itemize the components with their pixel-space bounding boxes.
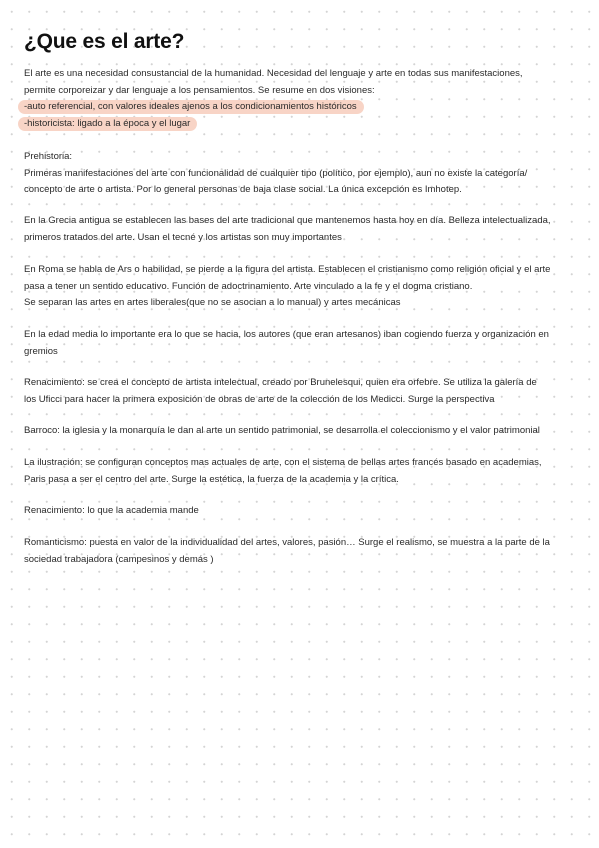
- highlighted-line: [24, 99, 580, 116]
- paragraph-line: En la edad media lo importante era lo que se hacia, los autores (que eran artesanos) iban cogiendo fuerza y organización en: [24, 329, 549, 340]
- paragraph-line: Renacimiento: se crea el concepto de artista intelectual, creado por Brunelesqui, quien era orfebre. Se utiliza la galería de: [24, 377, 537, 388]
- section-renacimiento: [24, 375, 580, 408]
- section-edad-media: [24, 327, 580, 360]
- section-heading: Prehistoria:: [24, 151, 73, 162]
- paragraph-line: gremios: [24, 345, 58, 357]
- paragraph-line: Paris pasa a ser el centro del arte. Surge la estética, la fuerza de la academia y la crítica.: [24, 473, 399, 485]
- highlight-marker: -historicista: ligado a la época y el lugar: [18, 117, 197, 131]
- highlighted-line: [24, 116, 580, 133]
- section-grecia: [24, 213, 580, 246]
- section-romanticismo: [24, 535, 580, 568]
- paragraph-line: En Roma se habla de Ars o habilidad, se pierde a la figura del artista. Establecen el cristianismo como religión oficial y el arte: [24, 264, 551, 275]
- paragraph-line: primeros tratados del arte. Usan el tecné y los artistas son muy importantes: [24, 231, 342, 243]
- paragraph-line: Barroco: la iglesia y la monarquía le dan al arte un sentido patrimonial, se desarrolla el coleccionismo y el valor patrimonial: [24, 425, 540, 436]
- paragraph-line: Primeras manifestaciones del arte con funcionalidad de cualquier tipo (político, por ejemplo), aun no existe la categoría/: [24, 167, 528, 179]
- section-barroco: [24, 423, 580, 440]
- section-renacimiento-2: [24, 503, 580, 520]
- highlight-marker: -auto referencial, con valores ideales ajenos a los condicionamientos históricos: [18, 100, 364, 114]
- paragraph-line: Romanticismo: puesta en valor de la individualidad del artes, valores, pasión… Surge el realismo, se muestra a la parte de la: [24, 537, 550, 548]
- paragraph-line: Renacimiento: lo que la academia mande: [24, 505, 199, 516]
- section-prehistoria: [24, 149, 580, 199]
- paragraph-line: los Uficci para hacer la primera exposición de obras de arte de la colección de los Medicci. Surge la perspectiva: [24, 393, 495, 405]
- section-roma: [24, 262, 580, 312]
- page-title: ¿Que es el arte?: [24, 30, 185, 53]
- paragraph-line: El arte es una necesidad consustancial de la humanidad. Necesidad del lenguaje y arte en todas sus manifestaciones,: [24, 68, 523, 79]
- intro-paragraph: [24, 66, 580, 132]
- paragraph-line: Se separan las artes en artes liberales(que no se asocian a lo manual) y artes mecánicas: [24, 297, 401, 308]
- paragraph-line: pasa a tener un sentido educativo. Función de adoctrinamiento. Arte vinculado a la fe y el dogma cristiano.: [24, 280, 473, 292]
- paragraph-line: permite corporeizar y dar lenguaje a los pensamientos. Se resume en dos visiones:: [24, 84, 375, 96]
- paragraph-line: En la Grecia antigua se establecen las bases del arte tradicional que mantenemos hasta hoy en día. Belleza intelectualizada,: [24, 215, 551, 226]
- paragraph-line: concepto de arte o artista. Por lo general personas de baja clase social. La única excepción es Imhotep.: [24, 184, 462, 195]
- paragraph-line: sociedad trabajadora (campesinos y demás ): [24, 553, 214, 565]
- paragraph-line: La ilustración: se configuran conceptos mas actuales de arte, con el sistema de bellas artes francés basado en academias,: [24, 457, 542, 468]
- section-ilustracion: [24, 455, 580, 488]
